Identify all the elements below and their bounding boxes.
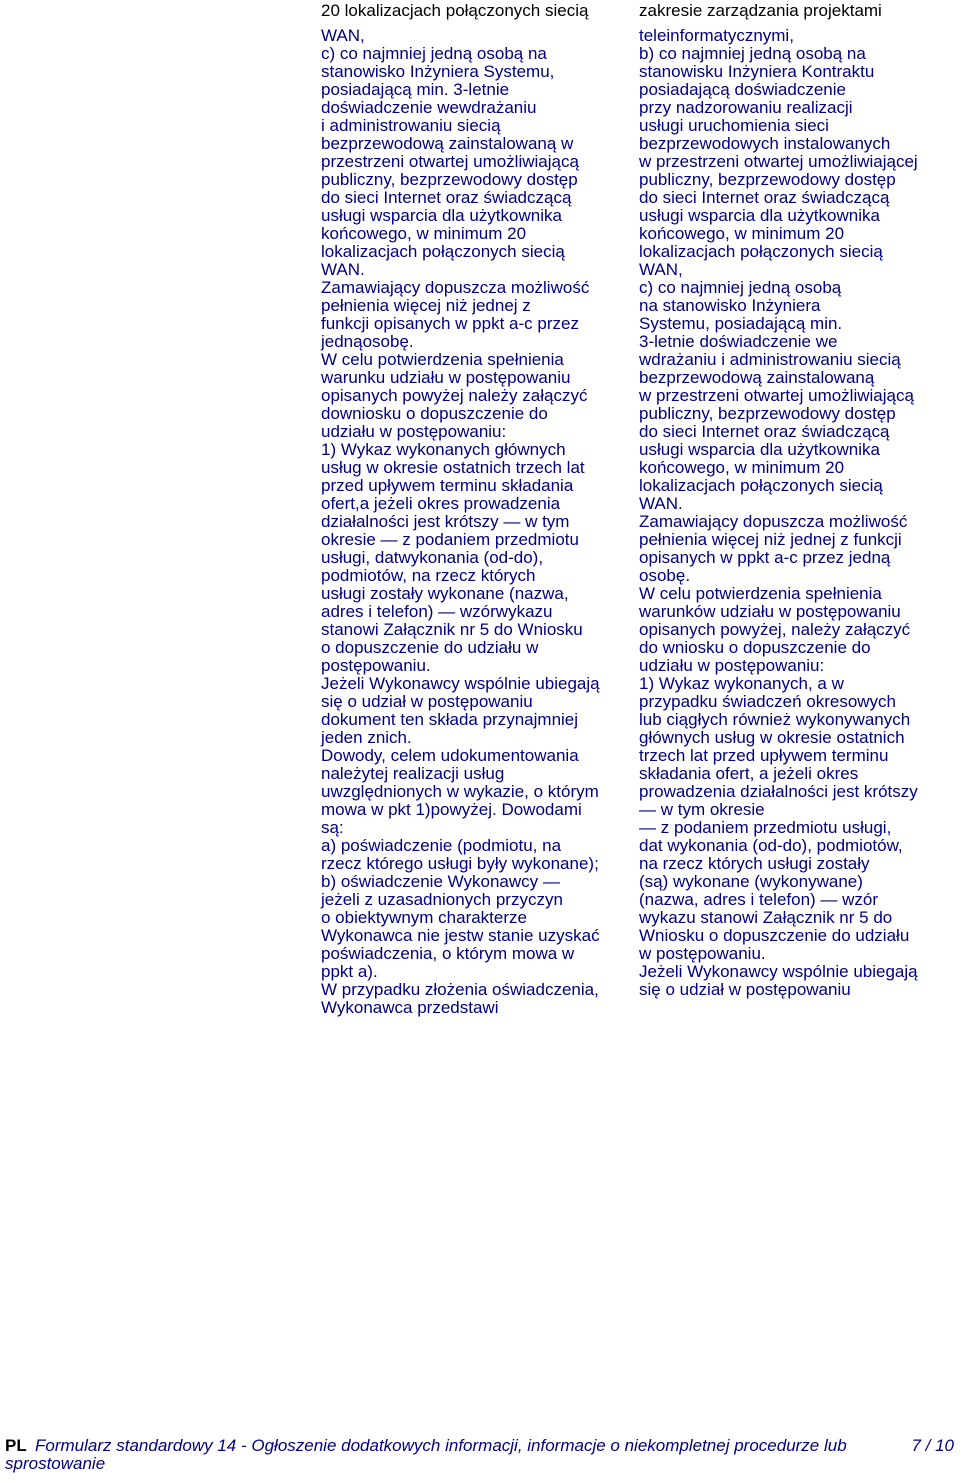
left-column-line: Wykonawca nie jestw stanie uzyskać bbox=[321, 926, 600, 945]
right-column-line: lokalizacjach połączonych siecią bbox=[639, 242, 883, 261]
right-column-line: warunków udziału w postępowaniu bbox=[639, 602, 901, 621]
right-column-line: opisanych powyżej, należy załączyć bbox=[639, 620, 911, 639]
left-column-line: stanowi Załącznik nr 5 do Wniosku bbox=[321, 620, 583, 639]
page-header bbox=[321, 0, 960, 22]
right-column-line: do wniosku o dopuszczenie do bbox=[639, 638, 871, 657]
right-column-line: końcowego, w minimum 20 bbox=[639, 224, 845, 243]
left-column-line: usług w okresie ostatnich trzech lat bbox=[321, 458, 585, 477]
left-column-line: warunku udziału w postępowaniu bbox=[321, 368, 571, 387]
left-column-line: ofert,a jeżeli okres prowadzenia bbox=[321, 494, 561, 513]
left-column-line: podmiotów, na rzecz których bbox=[321, 566, 536, 585]
right-column-line: Jeżeli Wykonawcy wspólnie ubiegają bbox=[639, 962, 918, 981]
left-column-line: publiczny, bezprzewodowy dostęp bbox=[321, 170, 578, 189]
left-column-line: się o udział w postępowaniu bbox=[321, 692, 533, 711]
left-column-line: rzecz którego usługi były wykonane); bbox=[321, 854, 599, 873]
left-column-line: WAN. bbox=[321, 260, 365, 279]
right-column-line: wykazu stanowi Załącznik nr 5 do bbox=[639, 908, 893, 927]
right-column-line: Wniosku o dopuszczenie do udziału bbox=[639, 926, 910, 945]
right-column-line: końcowego, w minimum 20 bbox=[639, 458, 845, 477]
right-column-line: bezprzewodową zainstalowaną bbox=[639, 368, 875, 387]
left-column-line: okresie — z podaniem przedmiotu bbox=[321, 530, 579, 549]
left-column-line: należytej realizacji usług bbox=[321, 764, 505, 783]
left-column-line: końcowego, w minimum 20 bbox=[321, 224, 527, 243]
left-column-line: usługi wsparcia dla użytkownika bbox=[321, 206, 562, 225]
header-right-text: zakresie zarządzania projektami bbox=[639, 1, 882, 20]
right-column-line: w przestrzeni otwartej umożliwiającej bbox=[639, 152, 918, 171]
left-column-line: jednąosobę. bbox=[321, 332, 414, 351]
left-column-line: lokalizacjach połączonych siecią bbox=[321, 242, 565, 261]
left-column-line: pełnienia więcej niż jednej z bbox=[321, 296, 531, 315]
left-column-line: adres i telefon) — wzórwykazu bbox=[321, 602, 553, 621]
right-column-line: — w tym okresie bbox=[639, 800, 765, 819]
right-column-line: Systemu, posiadającą min. bbox=[639, 314, 843, 333]
right-column-line: lokalizacjach połączonych siecią bbox=[639, 476, 883, 495]
right-column-line: opisanych w ppkt a-c przez jedną bbox=[639, 548, 891, 567]
left-column-line: przestrzeni otwartej umożliwiającą bbox=[321, 152, 579, 171]
left-column-line: poświadczenia, o którym mowa w bbox=[321, 944, 575, 963]
right-column-line: b) co najmniej jedną osobą na bbox=[639, 44, 866, 63]
footer-language-code: PL bbox=[5, 1436, 27, 1455]
left-column-line: jeżeli z uzasadnionych przyczyn bbox=[321, 890, 563, 909]
left-column-line: działalności jest krótszy — w tym bbox=[321, 512, 570, 531]
left-column-line: posiadającą min. 3-letnie bbox=[321, 80, 510, 99]
left-column-line: funkcji opisanych w ppkt a-c przez bbox=[321, 314, 579, 333]
left-column-line: udziału w postępowaniu: bbox=[321, 422, 507, 441]
left-column-line: o obiektywnym charakterze bbox=[321, 908, 527, 927]
left-column-line: jeden znich. bbox=[321, 728, 412, 747]
left-column-line: do sieci Internet oraz świadczącą bbox=[321, 188, 572, 207]
page-footer bbox=[0, 1437, 960, 1480]
right-column-line: (są) wykonane (wykonywane) bbox=[639, 872, 863, 891]
right-column-line: publiczny, bezprzewodowy dostęp bbox=[639, 170, 896, 189]
left-column-line: W przypadku złożenia oświadczenia, bbox=[321, 980, 599, 999]
right-column-line: głównych usług w okresie ostatnich bbox=[639, 728, 905, 747]
right-column-line: — z podaniem przedmiotu usługi, bbox=[639, 818, 892, 837]
footer-form-title-continuation: sprostowanie bbox=[5, 1454, 106, 1473]
right-column-line: trzech lat przed upływem terminu bbox=[639, 746, 889, 765]
right-column-line: pełnienia więcej niż jednej z funkcji bbox=[639, 530, 902, 549]
right-column-line: przypadku świadczeń okresowych bbox=[639, 692, 897, 711]
left-column-line: Wykonawca przedstawi bbox=[321, 998, 499, 1017]
right-column-line: do sieci Internet oraz świadczącą bbox=[639, 188, 890, 207]
right-column-line: WAN, bbox=[639, 260, 683, 279]
right-column-line: publiczny, bezprzewodowy dostęp bbox=[639, 404, 896, 423]
left-column-line: ppkt a). bbox=[321, 962, 378, 981]
right-column-line: do sieci Internet oraz świadczącą bbox=[639, 422, 890, 441]
left-column-line: o dopuszczenie do udziału w bbox=[321, 638, 539, 657]
left-column-line: a) poświadczenie (podmiotu, na bbox=[321, 836, 562, 855]
right-column-line: lub ciągłych również wykonywanych bbox=[639, 710, 911, 729]
right-column-line: usługi wsparcia dla użytkownika bbox=[639, 440, 880, 459]
right-column-line: w przestrzeni otwartej umożliwiającą bbox=[639, 386, 914, 405]
left-column-line: postępowaniu. bbox=[321, 656, 431, 675]
right-column-line: osobę. bbox=[639, 566, 691, 585]
left-column-line: przed upływem terminu składania bbox=[321, 476, 574, 495]
right-column-line: na stanowisko Inżyniera bbox=[639, 296, 821, 315]
right-column-line: prowadzenia działalności jest krótszy bbox=[639, 782, 918, 801]
right-column-line: posiadającą doświadczenie bbox=[639, 80, 846, 99]
right-column-line: udziału w postępowaniu: bbox=[639, 656, 825, 675]
left-column-line: mowa w pkt 1)powyżej. Dowodami bbox=[321, 800, 582, 819]
left-column-line: doświadczenie wewdrażaniu bbox=[321, 98, 537, 117]
right-column-line: dat wykonania (od-do), podmiotów, bbox=[639, 836, 903, 855]
left-column-line: dokument ten składa przynajmniej bbox=[321, 710, 579, 729]
right-column-line: się o udział w postępowaniu bbox=[639, 980, 851, 999]
left-column-line: Dowody, celem udokumentowania bbox=[321, 746, 579, 765]
right-column-line: 1) Wykaz wykonanych, a w bbox=[639, 674, 844, 693]
right-column-line: stanowisku Inżyniera Kontraktu bbox=[639, 62, 875, 81]
right-column-line: wdrażaniu i administrowaniu siecią bbox=[639, 350, 901, 369]
left-column-line: WAN, bbox=[321, 26, 365, 45]
left-column-line: W celu potwierdzenia spełnienia bbox=[321, 350, 564, 369]
right-column-text bbox=[639, 27, 960, 999]
right-column-line: w postępowaniu. bbox=[639, 944, 766, 963]
right-column-line: usługi uruchomienia sieci bbox=[639, 116, 829, 135]
left-column-line: są: bbox=[321, 818, 344, 837]
right-column-line: na rzecz których usługi zostały bbox=[639, 854, 870, 873]
left-column-text bbox=[321, 27, 639, 1017]
left-column-line: usługi zostały wykonane (nazwa, bbox=[321, 584, 569, 603]
left-column-line: Zamawiający dopuszcza możliwość bbox=[321, 278, 590, 297]
left-column-line: uwzględnionych w wykazie, o którym bbox=[321, 782, 599, 801]
footer-form-title: Formularz standardowy 14 - Ogłoszenie dodatkowych informacji, informacje o niekompletnej procedurze lub bbox=[35, 1436, 847, 1455]
left-column-line: b) oświadczenie Wykonawcy — bbox=[321, 872, 560, 891]
right-column-line: c) co najmniej jedną osobą bbox=[639, 278, 842, 297]
left-column-line: stanowisko Inżyniera Systemu, bbox=[321, 62, 555, 81]
left-column-line: 1) Wykaz wykonanych głównych bbox=[321, 440, 566, 459]
left-column-line: Jeżeli Wykonawcy wspólnie ubiegają bbox=[321, 674, 600, 693]
left-column-line: usługi, datwykonania (od-do), bbox=[321, 548, 544, 567]
right-column-line: Zamawiający dopuszcza możliwość bbox=[639, 512, 908, 531]
left-column-line: downiosku o dopuszczenie do bbox=[321, 404, 548, 423]
right-column-line: bezprzewodowych instalowanych bbox=[639, 134, 891, 153]
left-column-line: opisanych powyżej należy załączyć bbox=[321, 386, 588, 405]
right-column-line: teleinformatycznymi, bbox=[639, 26, 794, 45]
left-column-line: bezprzewodową zainstalowaną w bbox=[321, 134, 574, 153]
header-left-text: 20 lokalizacjach połączonych siecią bbox=[321, 1, 589, 20]
footer-page-number: 7 / 10 bbox=[911, 1436, 954, 1455]
left-column-line: i administrowaniu siecią bbox=[321, 116, 501, 135]
right-column-line: WAN. bbox=[639, 494, 683, 513]
right-column-line: składania ofert, a jeżeli okres bbox=[639, 764, 859, 783]
right-column-line: 3-letnie doświadczenie we bbox=[639, 332, 838, 351]
right-column-line: (nazwa, adres i telefon) — wzór bbox=[639, 890, 879, 909]
right-column-line: przy nadzorowaniu realizacji bbox=[639, 98, 853, 117]
left-column-line: c) co najmniej jedną osobą na bbox=[321, 44, 547, 63]
right-column-line: W celu potwierdzenia spełnienia bbox=[639, 584, 882, 603]
right-column-line: usługi wsparcia dla użytkownika bbox=[639, 206, 880, 225]
